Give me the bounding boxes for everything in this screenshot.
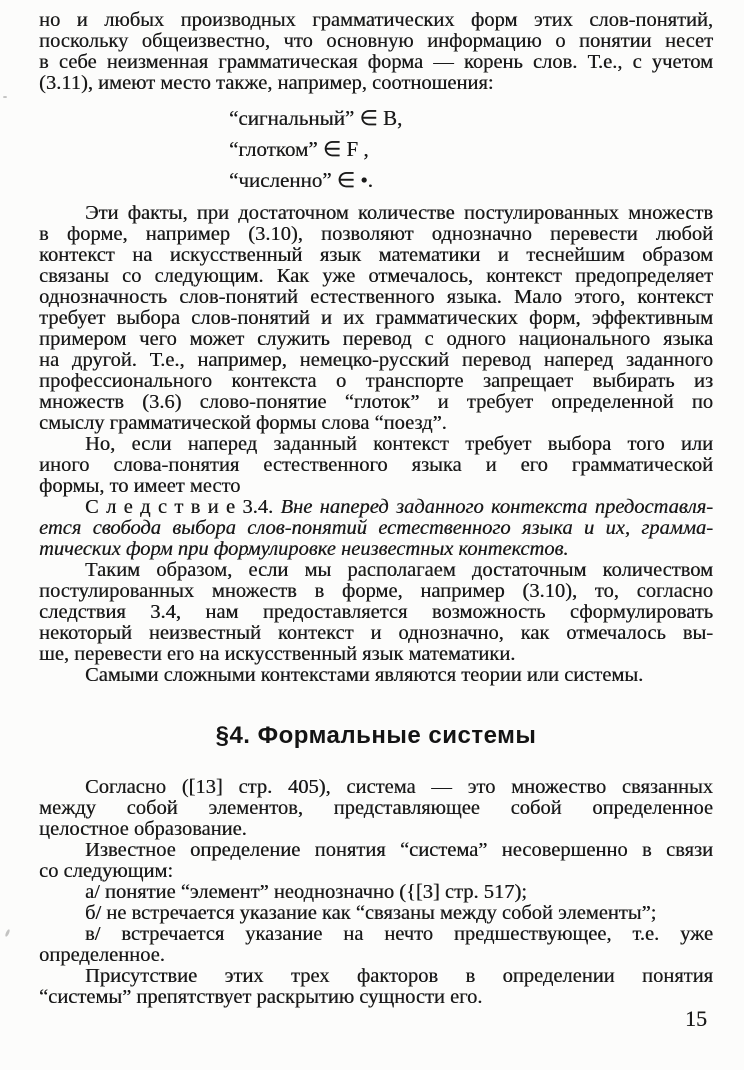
text-line <box>39 861 713 882</box>
body-text: (3.11), имеют место также, например, соотношения: <box>39 72 494 94</box>
text-line <box>39 924 713 945</box>
text-line <box>39 392 713 413</box>
body-text: в форме, например (3.10), позволяют однозначно перевести любой <box>39 223 713 245</box>
body-text: профессионального контекста о транспорте запрещает выбирать из <box>39 370 713 392</box>
text-line <box>39 665 713 686</box>
text-line <box>39 73 713 94</box>
body-text: со следующим: <box>39 860 174 882</box>
text-line <box>39 987 713 1008</box>
text-line <box>39 266 713 287</box>
paragraph <box>39 203 713 434</box>
text-line <box>39 602 713 623</box>
body-text: ше, перевести его на искусственный язык математики. <box>39 643 516 665</box>
text-line <box>39 245 713 266</box>
formula-line: “сигнальный” ∈ B, <box>229 106 403 130</box>
scan-artifact <box>3 96 7 98</box>
formula-block <box>229 103 713 196</box>
text-line <box>39 329 713 350</box>
body-text: примером чего может служить перевод с одного национального языка <box>39 328 713 350</box>
paragraph <box>39 777 713 840</box>
italic-text: ется свобода выбора слов-понятий естественного языка и их, грамма- <box>39 517 713 539</box>
text-line <box>39 903 713 924</box>
body-text: требует выбора слов-понятий и их грамматических форм, эффективным <box>39 307 713 329</box>
text-line <box>39 819 713 840</box>
body-text: Но, если наперед заданный контекст требует выбора того или <box>85 433 713 455</box>
page-number: 15 <box>685 1006 707 1031</box>
body-text: а/ понятие “элемент” неоднозначно ({[3] стр. 517); <box>85 881 527 903</box>
body-text: в себе неизменная грамматическая форма — корень слов. Т.е., с учетом <box>39 51 713 73</box>
italic-text: тических форм при формулировке неизвестных контекстов. <box>39 538 569 560</box>
body-text: между собой элементов, представляющее собой определенное <box>39 797 713 819</box>
paragraph <box>39 840 713 882</box>
body-text: следствия 3.4, нам предоставляется возможность сформулировать <box>39 601 713 623</box>
body-text: С л е д с т в и е 3.4. <box>85 496 281 518</box>
body-text: б/ не встречается указание как “связаны между собой элементы”; <box>85 902 657 924</box>
text-column <box>39 10 713 1008</box>
body-text: Эти факты, при достаточном количестве постулированных множеств <box>85 202 713 224</box>
paragraph <box>39 966 713 1008</box>
body-text: Известное определение понятия “система” несовершенно в связи <box>85 839 713 861</box>
body-text: множеств (3.6) слово-понятие “глоток” и требует определенной по <box>39 391 713 413</box>
text-line <box>39 560 713 581</box>
body-text: Самыми сложными контекстами являются теории или системы. <box>85 664 644 686</box>
text-line <box>39 882 713 903</box>
text-line <box>39 518 713 539</box>
paragraph <box>39 924 713 966</box>
body-text: на другой. Т.е., например, немецко-русский перевод наперед заданного <box>39 349 713 371</box>
body-text: связаны со следующим. Как уже отмечалось, контекст предопределяет <box>39 265 713 287</box>
text-line <box>39 945 713 966</box>
body-text: определенное. <box>39 944 165 966</box>
body-text: но и любых производных грамматических форм этих слов-понятий, <box>39 9 713 31</box>
body-text: смыслу грамматической формы слова “поезд”. <box>39 412 447 434</box>
paragraph <box>39 882 713 903</box>
scan-artifact <box>4 929 10 938</box>
text-line <box>39 203 713 224</box>
body-text: некоторый неизвестный контекст и однозначно, как отмечалось вы- <box>39 622 713 644</box>
paragraph <box>39 497 713 560</box>
paragraph <box>39 560 713 665</box>
body-text: однозначность слов-понятий естественного языка. Мало этого, контекст <box>39 286 713 308</box>
body-text: Присутствие этих трех факторов в определении понятия <box>85 965 713 987</box>
text-line <box>39 224 713 245</box>
body-text: Согласно ([13] стр. 405), система — это множество связанных <box>85 776 713 798</box>
body-text: в/ встречается указание на нечто предшествующее, т.е. уже <box>85 923 713 945</box>
text-line <box>39 581 713 602</box>
text-line <box>39 287 713 308</box>
text-line <box>39 10 713 31</box>
body-text: Таким образом, если мы располагаем достаточным количеством <box>85 559 713 581</box>
paragraph <box>39 665 713 686</box>
body-text: поскольку общеизвестно, что основную информацию о понятии несет <box>39 30 713 52</box>
text-line <box>39 840 713 861</box>
body-text: контекст на искусственный язык математики и теснейшим образом <box>39 244 713 266</box>
text-line <box>39 497 713 518</box>
text-line <box>39 539 713 560</box>
text-line <box>39 623 713 644</box>
paragraph <box>39 903 713 924</box>
text-line <box>39 413 713 434</box>
body-text: целостное образование. <box>39 818 247 840</box>
text-line <box>39 798 713 819</box>
text-line <box>39 777 713 798</box>
body-text: постулированных множеств в форме, например (3.10), то, согласно <box>39 580 713 602</box>
body-text: иного слова-понятия естественного языка и его грамматической <box>39 454 713 476</box>
text-line <box>39 52 713 73</box>
text-line <box>39 371 713 392</box>
formula-line: “глотком” ∈ F , <box>229 137 369 161</box>
text-line <box>39 455 713 476</box>
text-line <box>39 476 713 497</box>
italic-text: Вне наперед заданного контекста предоставля- <box>280 496 714 518</box>
text-line <box>39 308 713 329</box>
body-text: формы, то имеет место <box>39 475 241 497</box>
formula-line: “численно” ∈ •. <box>229 168 373 192</box>
paragraph <box>39 10 713 94</box>
paragraph <box>39 434 713 497</box>
body-text: “системы” препятствует раскрытию сущности его. <box>39 986 483 1008</box>
text-line <box>39 350 713 371</box>
text-line <box>39 966 713 987</box>
section-heading: §4. Формальные системы <box>215 722 537 749</box>
text-line <box>39 644 713 665</box>
text-line <box>39 434 713 455</box>
text-line <box>39 31 713 52</box>
